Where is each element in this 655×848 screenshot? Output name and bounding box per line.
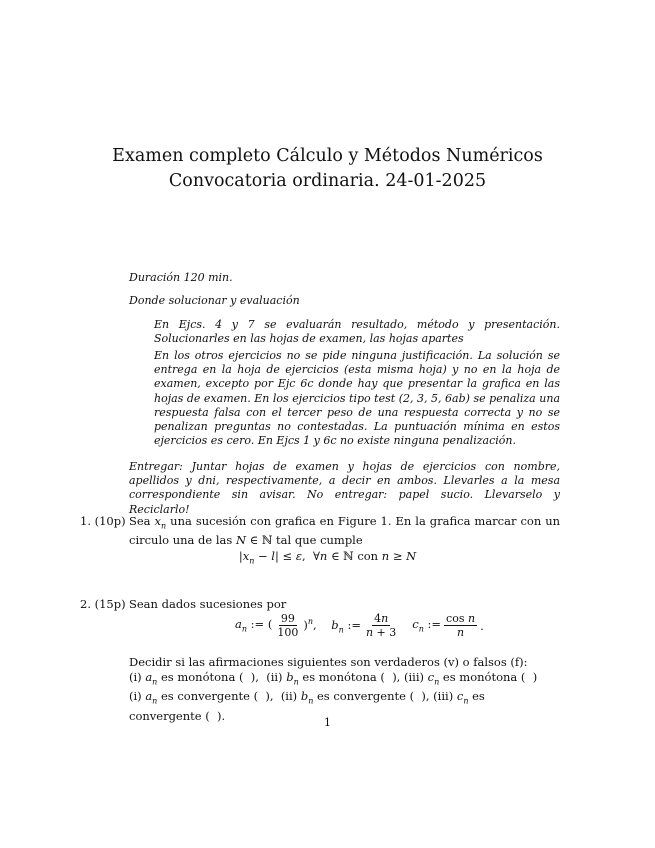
question-2-definitions: $a_n$ := ( $\frac{99}{100}$ )$^n$, $b_n$ := $\frac{4n}{n + 3}$ $c_n$ := $\frac{\text{cos n}}{n}$ . [235, 612, 484, 639]
question-2-prompt: Decidir si las afirmaciones siguientes son verdaderos (v) o falsos (f): [129, 655, 528, 669]
q1-text-b: una sucesión con grafica en Figure 1. En la grafica marcar con un circulo una de las [129, 514, 561, 548]
where-heading: Donde solucionar y evaluación [129, 294, 300, 307]
q1-text-c: tal que cumple [276, 533, 363, 548]
delivery-instructions: Entregar: Juntar hojas de examen y hojas de ejercicios con nombre, apellidos y dni, respectivamente, a decir en ambos. Llevarles a la mesa correspondiente sin avisar. No entregar: papel sucio. Llevarselo y Reciclarlo! [129, 460, 560, 516]
instructions-paragraph-1: En Ejcs. 4 y 7 se evaluarán resultado, método y presentación. Solucionarles en las hojas de examen, las hojas apartes [154, 318, 560, 346]
question-2-statements [129, 655, 560, 724]
page-number: 1 [324, 716, 331, 729]
question-2-convergent-line: (i) $a_n$ es convergente ( ), (ii) $b_n$ es convergente ( ), (iii) $c_n$ es convergente ( ). [129, 689, 485, 723]
q1-text-a: Sea [129, 514, 151, 528]
question-2-monotone-line: (i) $a_n$ es monótona ( ), (ii) $b_n$ es monótona ( ), (iii) $c_n$ es monótona ( ) [129, 670, 538, 687]
question-1-equation: $|x_n - l| \le \varepsilon$, ∀n ∈ ℕ con n ≥ N [238, 549, 417, 566]
question-1-text: Sea $x_n$ una sucesión con grafica en Figure 1. En la grafica marcar con un circulo una de las N ∈ ℕ tal que cumple [129, 514, 561, 548]
exam-subtitle: Convocatoria ordinaria. 24-01-2025 [168, 171, 487, 191]
duration-note: Duración 120 min. [129, 271, 233, 284]
question-2-number: 2. (15p) [80, 597, 126, 611]
instructions-paragraph-2: En los otros ejercicios no se pide ninguna justificación. La solución se entrega en la hoja de ejercicios (esta misma hoja) y no en la hoja de examen, excepto por Ejc 6c donde hay que presentar la grafica en las hojas de examen. En los ejercicios tipo test (2, 3, 5, 6ab) se penaliza una respuesta falsa con el tercer peso de una respuesta correcta y no se penalizan preguntas no contestadas. La puntuación mínima en estos ejercicios es cero. En Ejcs 1 y 6c no existe ninguna penalización. [154, 349, 560, 448]
exam-title: Examen completo Cálculo y Métodos Numéricos [112, 146, 543, 166]
question-2-intro: Sean dados sucesiones por [129, 597, 287, 611]
question-1-number: 1. (10p) [80, 514, 126, 528]
